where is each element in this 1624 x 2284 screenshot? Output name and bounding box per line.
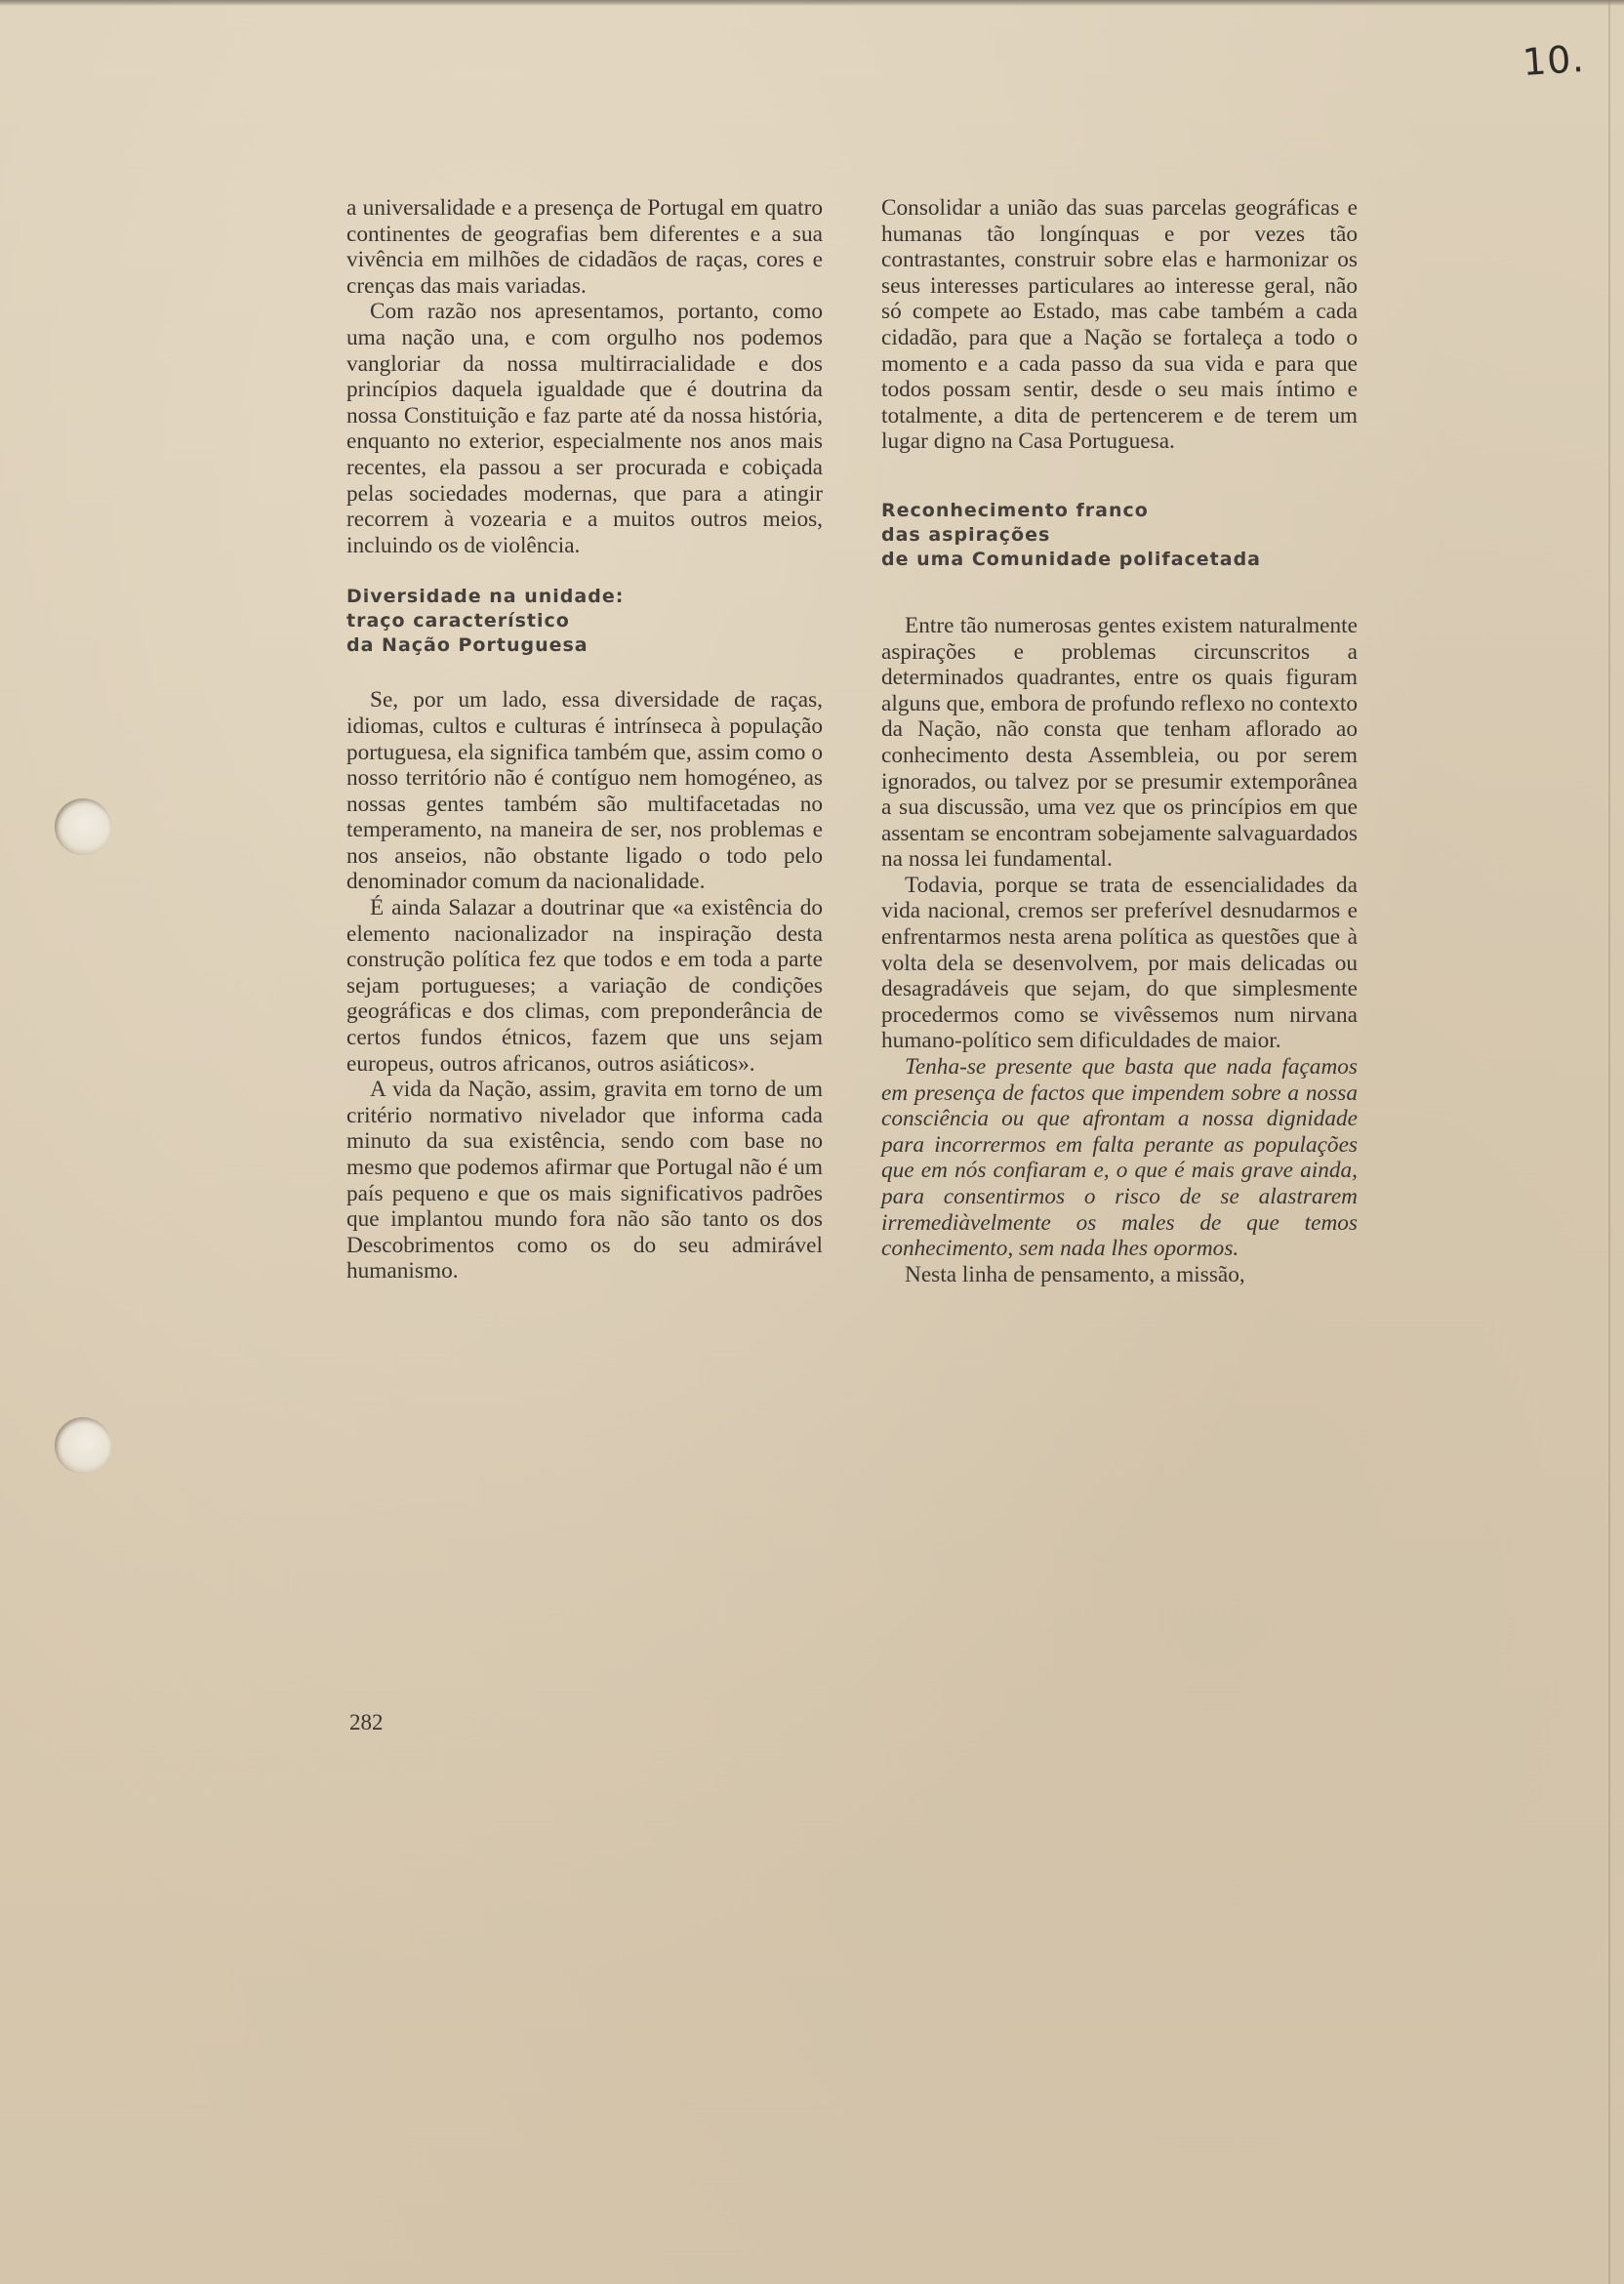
left-column <box>346 195 823 1285</box>
right-column <box>881 195 1358 1287</box>
left-paragraph-3: Se, por um lado, essa diversidade de raças, idiomas, cultos e culturas é intrínseca à população portuguesa, ela significa também que, assim como o nosso território não é contíguo nem homogéneo, as nossas gentes também são multifacetadas no temperamento, na maneira de ser, nos problemas e nos anseios, não obstante ligado o todo pelo denominador comum da nacionalidade. <box>346 687 823 895</box>
right-heading-line-3: de uma Comunidade polifacetada <box>881 548 1261 570</box>
left-heading-line-3: da Nação Portuguesa <box>346 634 589 657</box>
page-fold-line <box>1608 0 1610 2284</box>
right-section-heading <box>881 499 1358 572</box>
punch-hole-bottom <box>55 1417 111 1474</box>
right-heading-line-1: Reconhecimento franco <box>881 499 1149 521</box>
right-paragraph-3: Todavia, porque se trata de essencialidades da vida nacional, cremos ser preferível desnudarmos e enfrentarmos nesta arena política as questões que à volta dela se desenvolvem, por mais delicadas ou desagradáveis que sejam, do que simplesmente procedermos como se vivêssemos num nirvana humano-político sem dificuldades de maior. <box>881 872 1358 1054</box>
handwritten-folio: 10. <box>1521 36 1586 85</box>
right-paragraph-2: Entre tão numerosas gentes existem naturalmente aspirações e problemas circunscritos a determinados quadrantes, entre os quais figuram alguns que, embora de profundo reflexo no contexto da Nação, não consta que tenham aflorado ao conhecimento desta Assembleia, ou por serem ignorados, ou talvez por se presumir extemporânea a sua discussão, uma vez que os princípios em que assentam se encontram sobejamente salvaguardados na nossa lei fundamental. <box>881 612 1358 873</box>
left-paragraph-2: Com razão nos apresentamos, portanto, como uma nação una, e com orgulho nos podemos vangloriar da nossa multirracialidade e dos princípios daquela igualdade que é doutrina da nossa Constituição e faz parte até da nossa história, enquanto no exterior, especialmente nos anos mais recentes, ela passou a ser procurada e cobiçada pelas sociedades modernas, que para a atingir recorrem à vozearia e a muitos outros meios, incluindo os de violência. <box>346 299 823 558</box>
left-heading-line-1: Diversidade na unidade: <box>346 586 625 608</box>
left-section-heading <box>346 585 823 658</box>
punch-hole-top <box>55 798 111 855</box>
left-paragraph-1: a universalidade e a presença de Portugal em quatro continentes de geografias bem diferentes e a sua vivência em milhões de cidadãos de raças, cores e crenças das mais variadas. <box>346 195 823 299</box>
right-paragraph-1: Consolidar a união das suas parcelas geográficas e humanas tão longínquas e por vezes tão contrastantes, construir sobre elas e harmonizar os seus interesses particulares ao interesse geral, não só compete ao Estado, mas cabe também a cada cidadão, para que a Nação se fortaleça a todo o momento e a cada passo da sua vida e para que todos possam sentir, desde o seu mais íntimo e totalmente, a dita de pertencerem e de terem um lugar digno na Casa Portuguesa. <box>881 195 1358 455</box>
right-heading-line-2: das aspirações <box>881 523 1051 546</box>
page-top-edge <box>0 0 1624 6</box>
right-paragraph-5: Nesta linha de pensamento, a missão, <box>905 1261 1245 1287</box>
left-paragraph-5: A vida da Nação, assim, gravita em torno de um critério normativo nivelador que informa cada minuto da sua existência, sendo com base no mesmo que podemos afirmar que Portugal não é um país pequeno e que os mais significativos padrões que implantou mundo fora não são tanto os dos Descobrimentos como os do seu admirável humanismo. <box>346 1077 823 1285</box>
right-paragraph-4-italic: Tenha-se presente que basta que nada façamos em presença de factos que impendem sobre a nossa consciência ou que afrontam a nossa dignidade para incorrermos em falta perante as populações que em nós confiaram e, o que é mais grave ainda, para consentirmos o risco de se alastrarem irremediàvelmente os males de que temos conhecimento, sem nada lhes opormos. <box>881 1054 1358 1262</box>
left-paragraph-4: É ainda Salazar a doutrinar que «a existência do elemento nacionalizador na inspiração desta construção política fez que todos e em toda a parte sejam portugueses; a variação de condições geográficas e dos climas, com preponderância de certos fundos étnicos, fazem que uns sejam europeus, outros africanos, outros asiáticos». <box>346 895 823 1077</box>
page-number: 282 <box>349 1710 384 1734</box>
left-heading-line-2: traço característico <box>346 610 570 632</box>
